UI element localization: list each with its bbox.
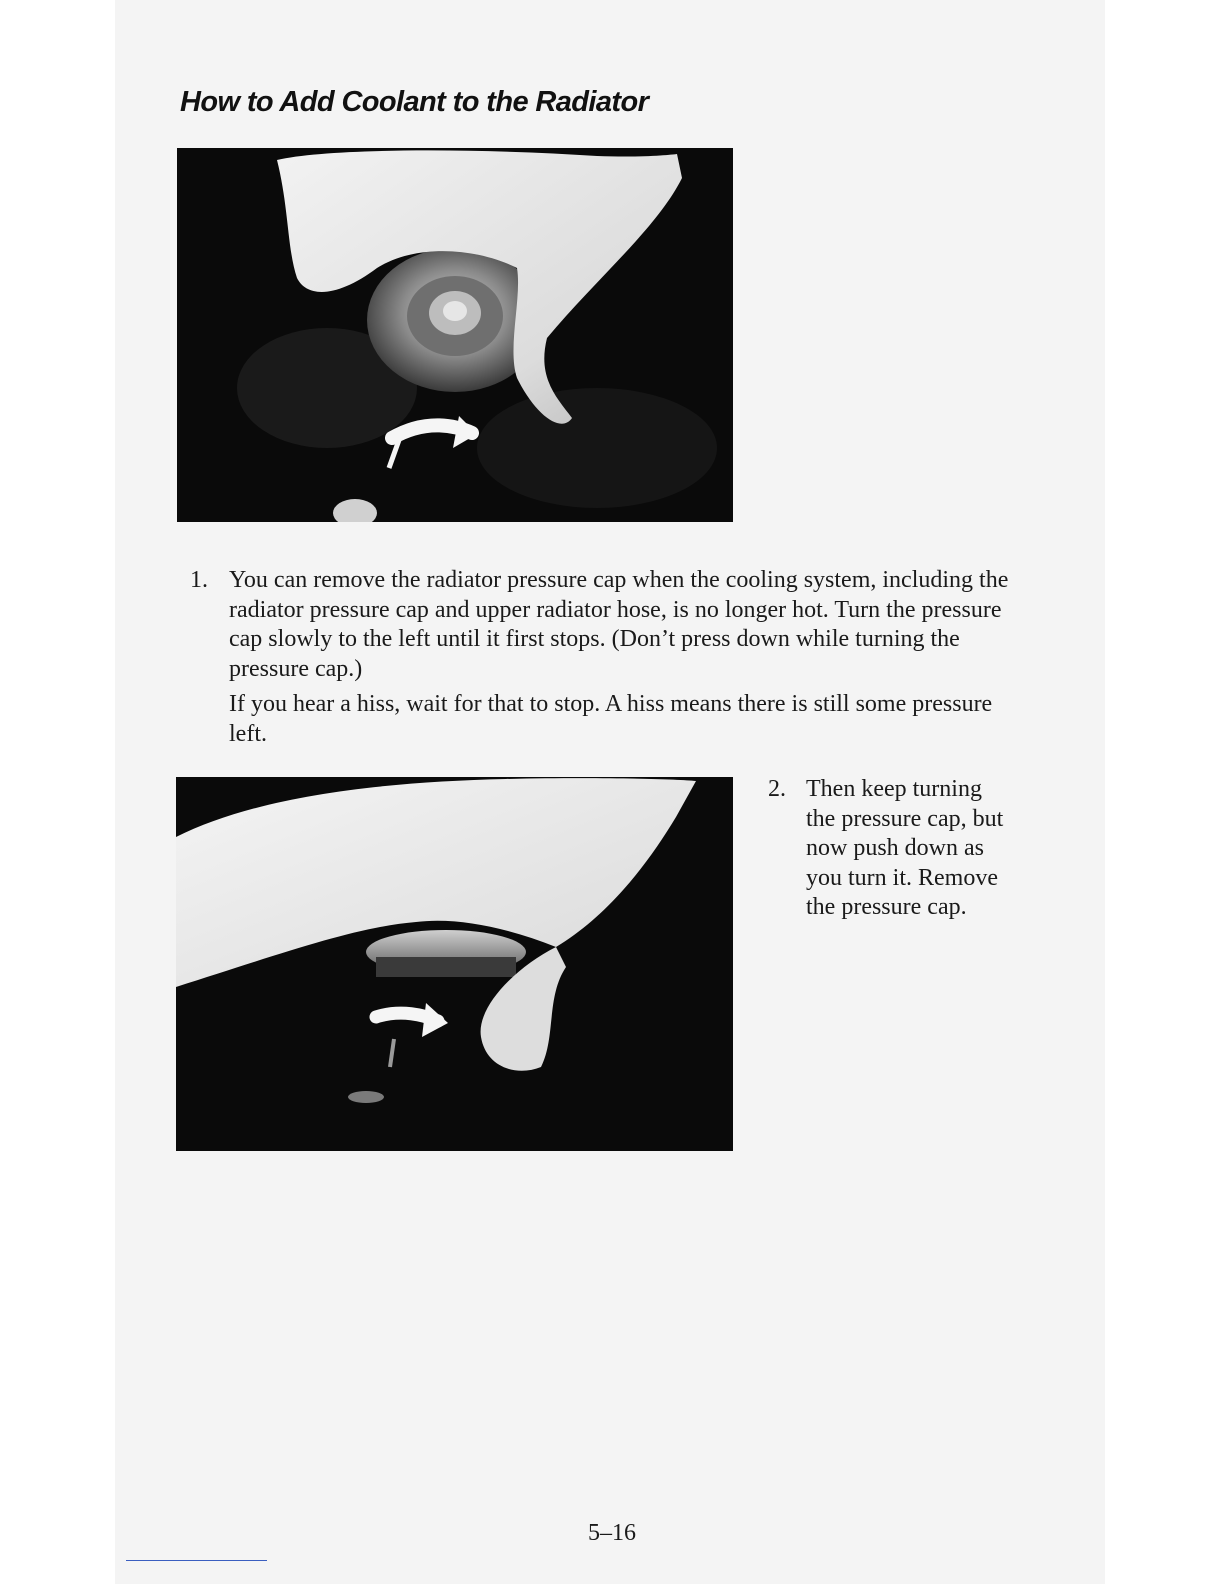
step-1-text: You can remove the radiator pressure cap when the cooling system, including the radiator pressure cap and upper radiator hose, is no longer hot. Turn the pressure cap slowly to the left until it first stops. (Don’t press down while turning the pressure cap.) xyxy=(229,567,1009,682)
page-number: 5–16 xyxy=(588,1520,636,1546)
step-1-number: 1. xyxy=(190,567,208,593)
step-2-number: 2. xyxy=(768,776,786,802)
radiator-cap-push-down-photo xyxy=(176,777,733,1151)
footer-rule xyxy=(126,1560,267,1561)
step-2 xyxy=(768,775,1008,923)
step-2-text: Then keep turning the pressure cap, but now push down as you turn it. Remove the pressure cap. xyxy=(806,776,1004,920)
section-heading: How to Add Coolant to the Radiator xyxy=(180,86,649,118)
radiator-cap-turn-left-photo xyxy=(177,148,733,522)
step-1-note: If you hear a hiss, wait for that to stop. A hiss means there is still some pressure left. xyxy=(229,691,993,747)
step-1 xyxy=(190,566,1020,749)
